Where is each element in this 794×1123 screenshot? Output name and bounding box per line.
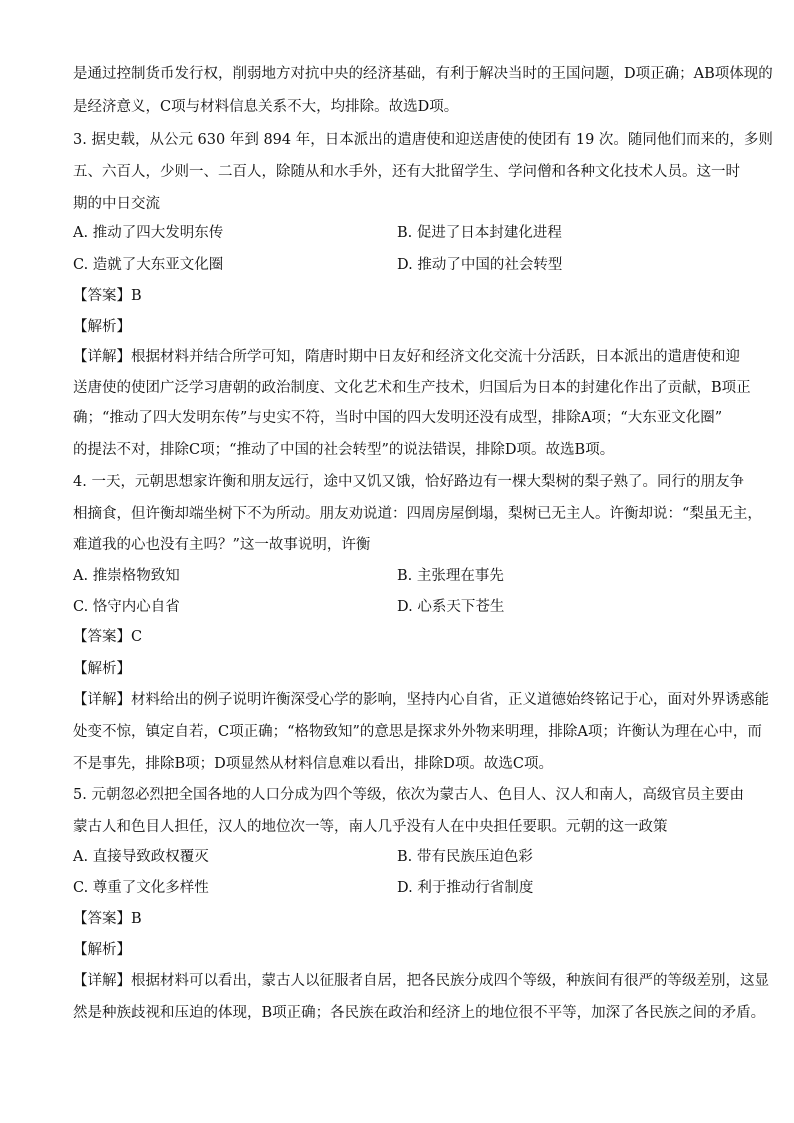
q4-analysis: 【解析】 bbox=[73, 661, 131, 677]
q4-detail: 【详解】材料给出的例子说明许衡深受心学的影响，坚持内心自省，正义道德始终铭记于心，面对外界诱惑能 bbox=[73, 692, 769, 708]
intro-line: 是经济意义，C项与材料信息关系不大，均排除。故选D项。 bbox=[73, 99, 459, 115]
q4-detail: 不是事先，排除B项；D项显然从材料信息难以看出，排除D项。故选C项。 bbox=[73, 756, 553, 772]
q3-stem: 五、六百人，少则一、二百人，除随从和水手外，还有大批留学生、学问僧和各种文化技术人员。这一时 bbox=[73, 164, 740, 180]
q5-stem: 蒙古人和色目人担任，汉人的地位次一等，南人几乎没有人在中央担任要职。元朝的这一政策 bbox=[73, 819, 668, 835]
q3-option-c: C. 造就了大东亚文化圈 bbox=[73, 257, 224, 273]
q4-detail: 处变不惊，镇定自若，C项正确；“格物致知”的意思是探求外外物来明理，排除A项；许衡认为理在心中，而 bbox=[73, 724, 762, 740]
q5-stem: 5. 元朝忽必烈把全国各地的人口分成为四个等级，依次为蒙古人、色目人、汉人和南人，高级官员主要由 bbox=[73, 787, 744, 803]
q4-stem: 4. 一天，元朝思想家许衡和朋友远行，途中又饥又饿，恰好路边有一棵大梨树的梨子熟了。同行的朋友争 bbox=[73, 474, 744, 490]
q3-detail: 的提法不对，排除C项；“推动了中国的社会转型”的说法错误，排除D项。故选B项。 bbox=[73, 442, 615, 458]
q3-option-a: A. 推动了四大发明东传 bbox=[73, 225, 224, 241]
q3-stem: 3. 据史载，从公元 630 年到 894 年，日本派出的遣唐使和迎送唐使的使团有 19 次。随同他们而来的，多则 bbox=[73, 132, 773, 148]
q5-option-a: A. 直接导致政权覆灭 bbox=[73, 849, 209, 865]
q4-stem: 相摘食，但许衡却端坐树下不为所动。朋友劝说道：四周房屋倒塌，梨树已无主人。许衡却说：“梨虽无主， bbox=[73, 506, 762, 522]
q5-answer: 【答案】B bbox=[73, 911, 142, 927]
q5-detail: 【详解】根据材料可以看出，蒙古人以征服者自居，把各民族分成四个等级，种族间有很严的等级差别，这显 bbox=[73, 973, 769, 989]
q5-option-c: C. 尊重了文化多样性 bbox=[73, 880, 209, 896]
q4-answer: 【答案】C bbox=[73, 629, 143, 645]
q3-option-b: B. 促进了日本封建化进程 bbox=[397, 225, 562, 241]
q3-option-d: D. 推动了中国的社会转型 bbox=[397, 257, 563, 273]
q3-detail: 【详解】根据材料并结合所学可知，隋唐时期中日友好和经济文化交流十分活跃，日本派出的遣唐使和迎 bbox=[73, 349, 740, 365]
q4-option-b: B. 主张理在事先 bbox=[397, 568, 504, 584]
q5-detail: 然是种族歧视和压迫的体现，B项正确；各民族在政治和经济上的地位很不平等，加深了各民族之间的矛盾。 bbox=[73, 1005, 766, 1021]
q4-option-d: D. 心系天下苍生 bbox=[397, 599, 505, 615]
q5-analysis: 【解析】 bbox=[73, 942, 131, 958]
q3-detail: 送唐使的使团广泛学习唐朝的政治制度、文化艺术和生产技术，归国后为日本的封建化作出了贡献，B项正 bbox=[73, 380, 751, 396]
q3-answer: 【答案】B bbox=[73, 288, 142, 304]
intro-line: 是通过控制货币发行权，削弱地方对抗中央的经济基础，有利于解决当时的王国问题，D项正确；AB项体现的 bbox=[73, 66, 773, 82]
q3-stem: 期的中日交流 bbox=[73, 196, 160, 212]
q5-option-b: B. 带有民族压迫色彩 bbox=[397, 849, 533, 865]
q3-analysis: 【解析】 bbox=[73, 319, 131, 335]
q4-option-a: A. 推崇格物致知 bbox=[73, 568, 180, 584]
q4-option-c: C. 恪守内心自省 bbox=[73, 599, 180, 615]
q4-stem: 难道我的心也没有主吗？”这一故事说明，许衡 bbox=[73, 537, 371, 553]
q5-option-d: D. 利于推动行省制度 bbox=[397, 880, 534, 896]
q3-detail: 确；“推动了四大发明东传”与史实不符，当时中国的四大发明还没有成型，排除A项；“大东亚文化圈” bbox=[73, 410, 723, 426]
